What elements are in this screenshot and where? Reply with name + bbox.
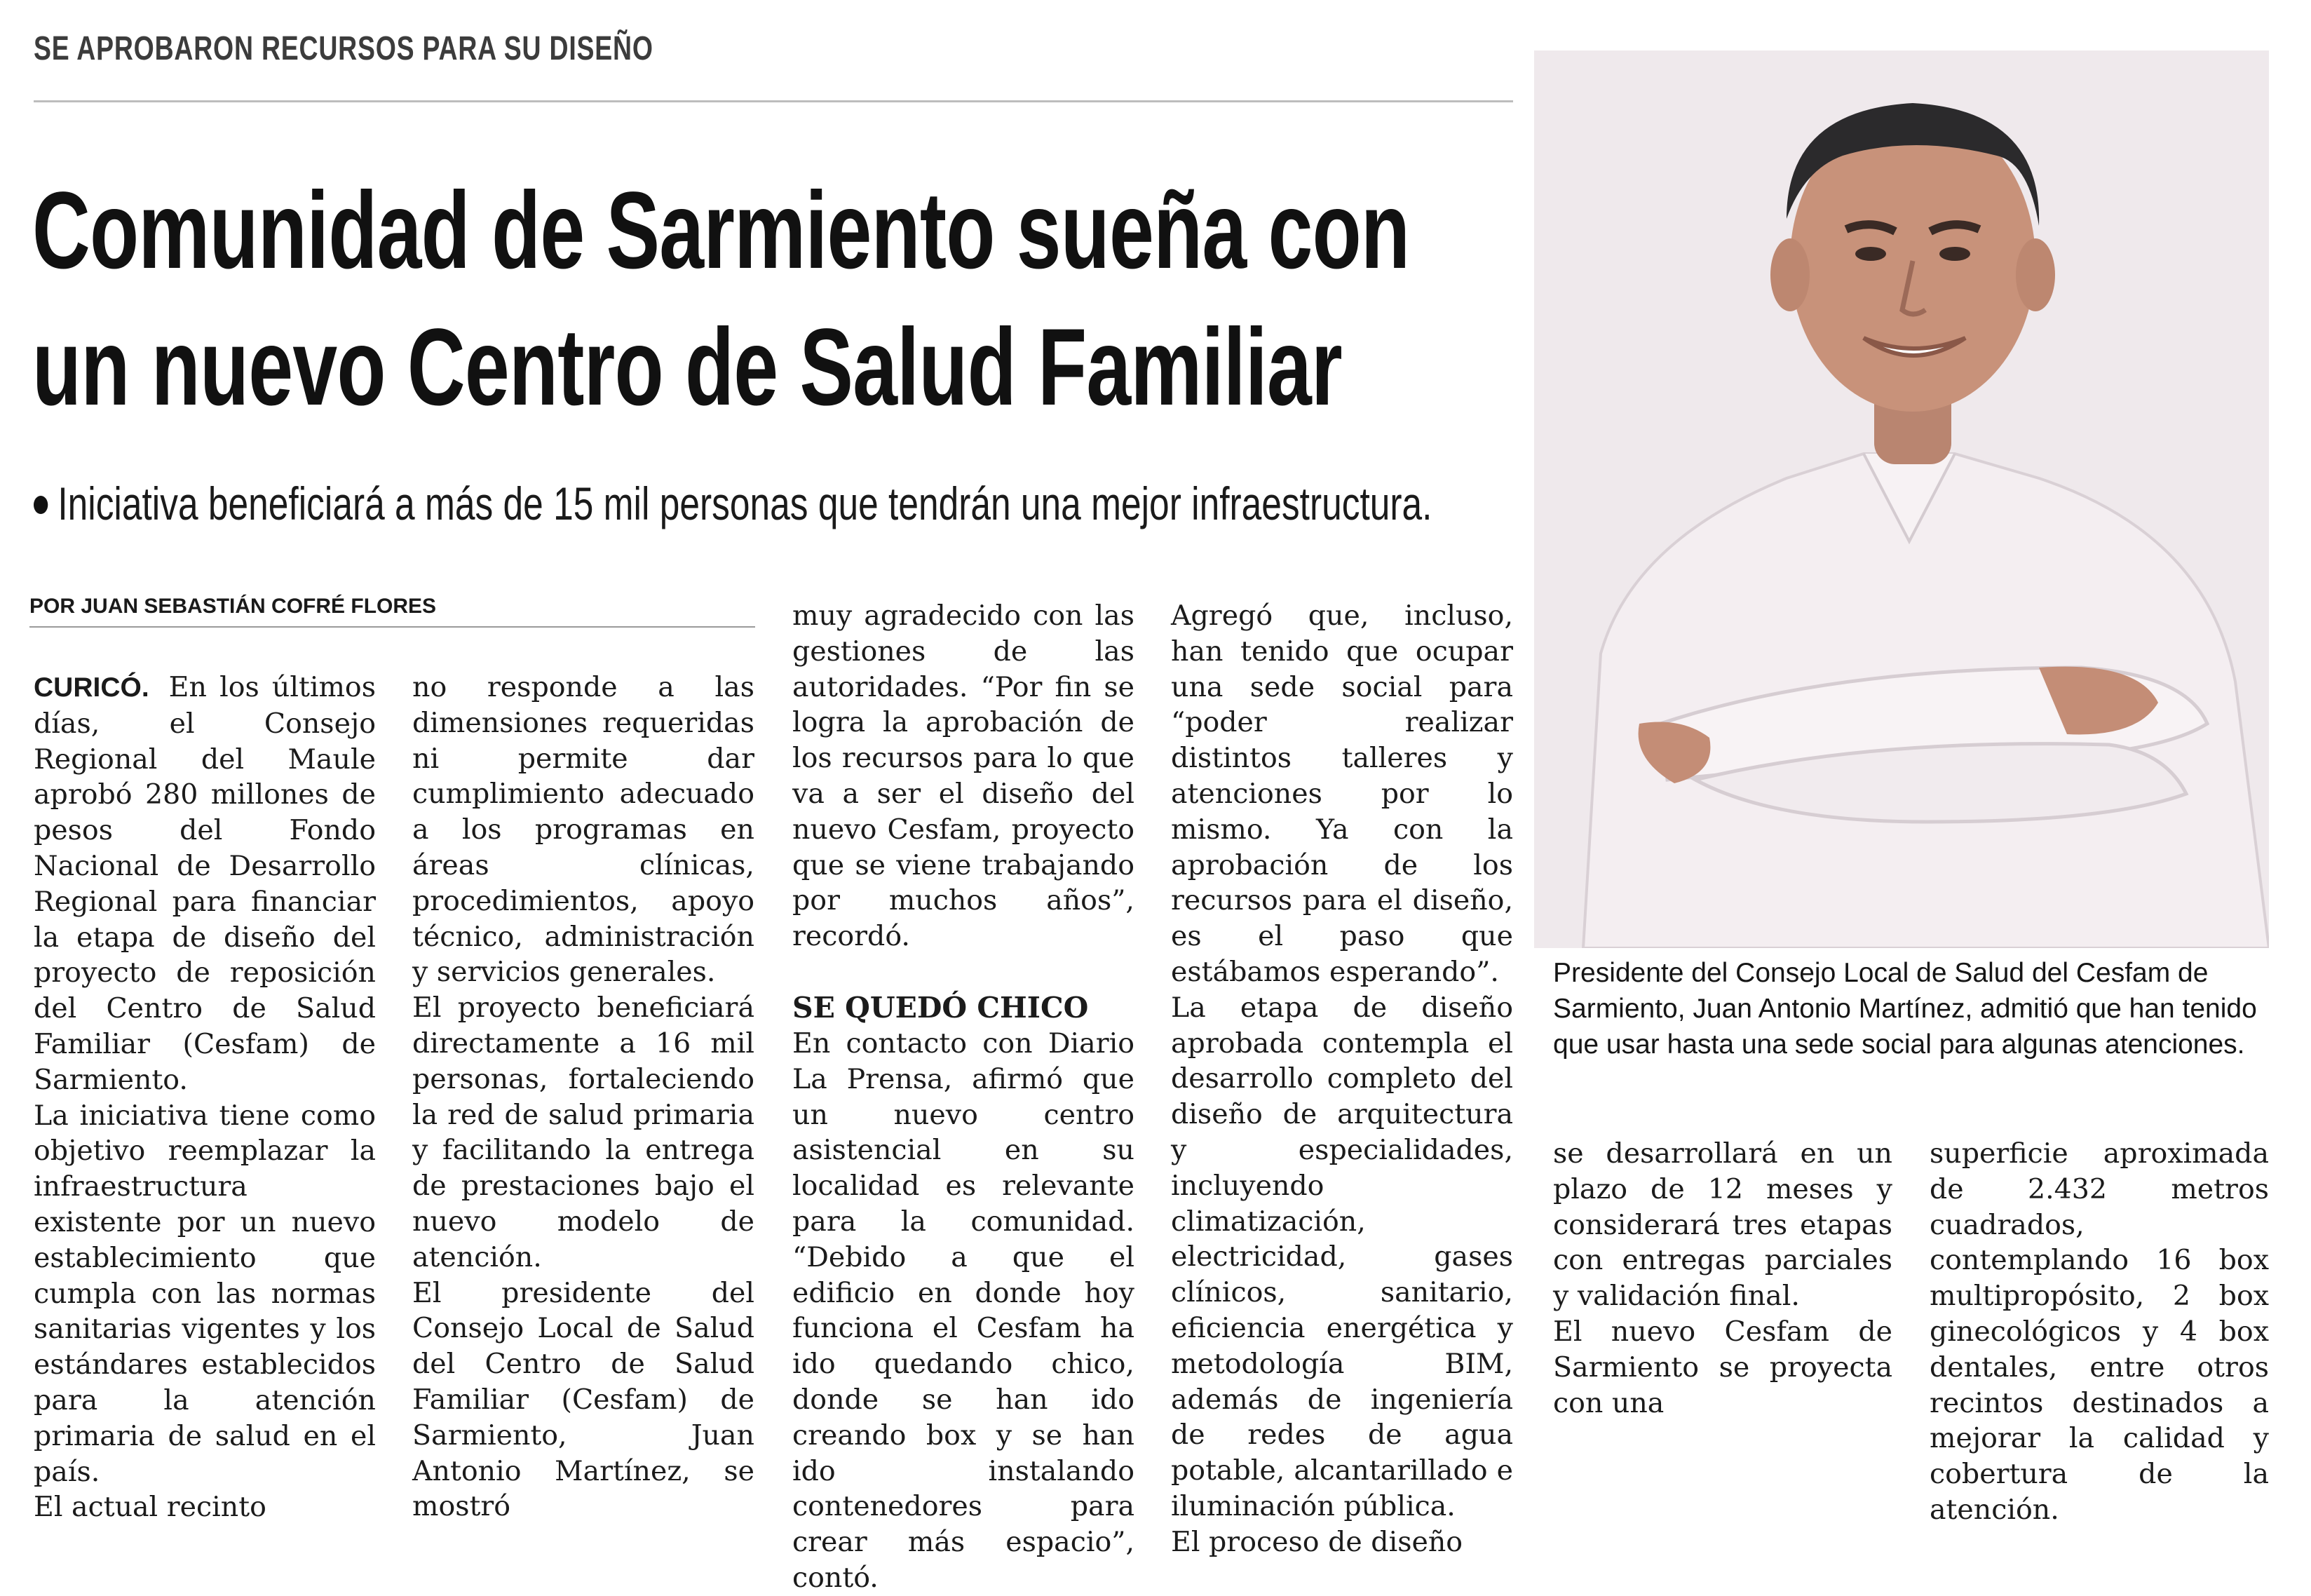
article-column-4 xyxy=(1171,598,1513,1560)
article-column-1 xyxy=(34,670,376,1525)
paragraph: En contacto con Diario La Prensa, afirmó que un nuevo centro asistencial en su localidad es relevante para la comunidad. “Debido a que el edificio en donde hoy funciona el Cesfam ha ido quedando chico, donde se han ido creando box y se han ido instalando contenedores para crear más espacio”, contó. xyxy=(792,1027,1134,1594)
byline: POR JUAN SEBASTIÁN COFRÉ FLORES xyxy=(29,595,437,618)
caption-line-3: que usar hasta una sede social para algunas atenciones. xyxy=(1553,1029,2245,1060)
paragraph-text: En los últimos días, el Consejo Regional del Maule aprobó 280 millones de pesos del Fondo Nacional de Desarrollo Regional para financiar la etapa de diseño del proyecto de reposición del Centro de Salud Familiar (Cesfam) de Sarmiento. xyxy=(34,671,376,1096)
top-rule xyxy=(34,100,1513,102)
byline-rule xyxy=(29,626,755,628)
subhead xyxy=(34,477,1565,530)
bullet-icon xyxy=(34,496,48,514)
photo-caption xyxy=(1553,955,2296,1062)
kicker: SE APROBARON RECURSOS PARA SU DISEÑO xyxy=(34,30,653,67)
article-column-2 xyxy=(412,670,754,1524)
article-column-5 xyxy=(1553,1136,1892,1421)
paragraph: La iniciativa tiene como objetivo reemplazar la infraestructura existente por un nuevo establecimiento que cumpla con las normas sanitarias vigentes y los estándares establecidos para la atención primaria de salud en el país. xyxy=(34,1099,376,1488)
article-column-3 xyxy=(792,598,1134,1596)
paragraph xyxy=(34,670,376,1098)
portrait-photo xyxy=(1534,50,2269,948)
portrait-illustration xyxy=(1534,50,2269,948)
paragraph: Agregó que, incluso, han tenido que ocupar una sede social para “poder realizar distintos talleres y atenciones por lo mismo. Ya con la aprobación de los recursos para el diseño, es el paso que estábamos esperando”. xyxy=(1171,600,1513,988)
paragraph-continued: muy agradecido con las gestiones de las autoridades. “Por fin se logra la aprobación de los recursos para lo que va a ser el diseño del nuevo Cesfam, proyecto que se viene trabajando por muchos años”, recordó. xyxy=(792,600,1134,953)
paragraph-start: El actual recinto xyxy=(34,1491,266,1524)
headline-line-2: un nuevo Centro de Salud Familiar xyxy=(32,306,1342,428)
section-heading: SE QUEDÓ CHICO xyxy=(792,990,1089,1024)
caption-line-1: Presidente del Consejo Local de Salud del Cesfam de xyxy=(1553,958,2209,988)
paragraph-start: El proceso de diseño xyxy=(1171,1525,1463,1558)
paragraph-continued: se desarrollará en un plazo de 12 meses y considerará tres etapas con entregas parciales y validación final. xyxy=(1553,1137,1892,1313)
paragraph-continued: superficie aproximada de 2.432 metros cuadrados, contemplando 16 box multipropósito, 2 box ginecológicos y 4 box dentales, entre otros recintos destinados a mejorar la calidad y cobertura de la atención. xyxy=(1930,1137,2269,1526)
paragraph: La etapa de diseño aprobada contempla el desarrollo completo del diseño de arquitectura y especialidades, incluyendo climatización, electricidad, gases clínicos, sanitario, eficiencia energética y metodología BIM, además de ingeniería de redes de agua potable, alcantarillado e iluminación pública. xyxy=(1171,991,1513,1522)
paragraph-continued: no responde a las dimensiones requeridas ni permite dar cumplimiento adecuado a los programas en áreas clínicas, procedimientos, apoyo técnico, administración y servicios generales. xyxy=(412,671,754,989)
headline xyxy=(32,163,1424,436)
subhead-text: Iniciativa beneficiará a más de 15 mil personas que tendrán una mejor infraestructura. xyxy=(57,478,1432,529)
paragraph-start: El nuevo Cesfam de Sarmiento se proyecta con una xyxy=(1553,1315,1892,1419)
dateline: CURICÓ. xyxy=(34,672,149,703)
paragraph: El proyecto beneficiará directamente a 16 mil personas, fortaleciendo la red de salud primaria y facilitando la entrega de prestaciones bajo el nuevo modelo de atención. xyxy=(412,992,754,1273)
caption-line-2: Sarmiento, Juan Antonio Martínez, admitió que han tenido xyxy=(1553,994,2257,1024)
paragraph-start: El presidente del Consejo Local de Salud del Centro de Salud Familiar (Cesfam) de Sarmiento, Juan Antonio Martínez, se mostró xyxy=(412,1276,754,1523)
article-column-6 xyxy=(1930,1136,2269,1528)
headline-line-1: Comunidad de Sarmiento sueña con xyxy=(32,170,1410,292)
